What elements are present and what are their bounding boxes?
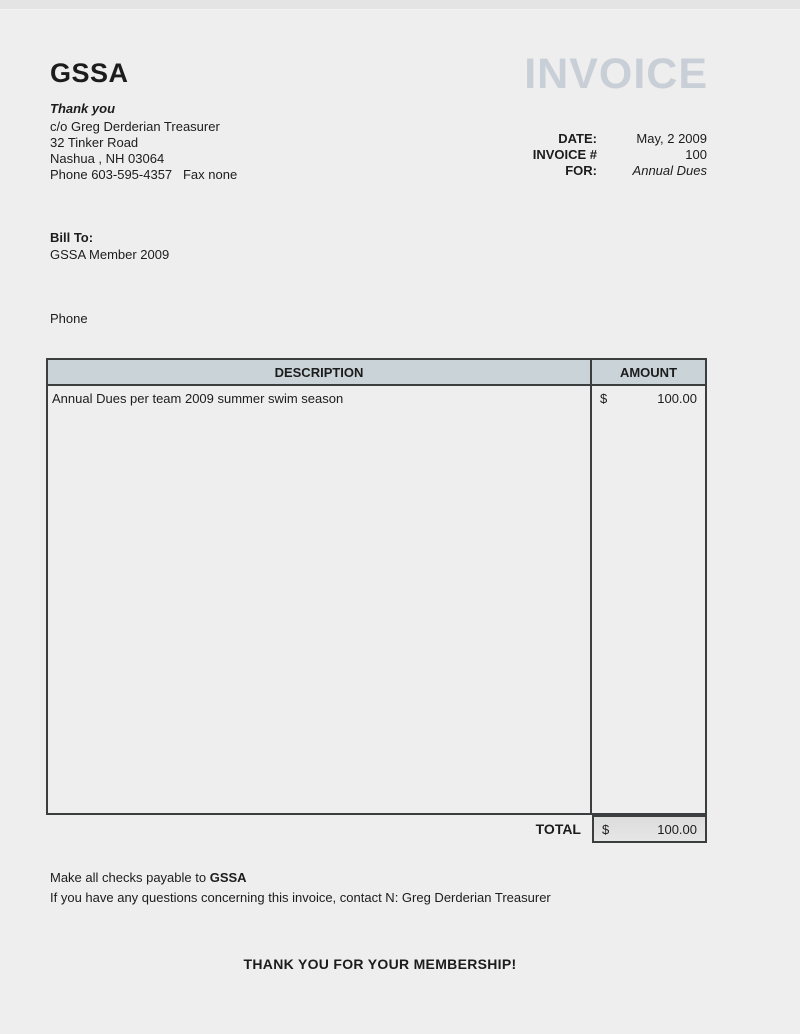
total-amount-cell [592, 815, 707, 843]
checks-payable-line [50, 870, 247, 885]
line-item-description: Annual Dues per team 2009 summer swim season [52, 391, 344, 406]
meta-row-date [400, 131, 707, 147]
table-header-row [48, 360, 705, 386]
checks-payee: GSSA [209, 870, 247, 885]
date-label: DATE: [558, 131, 597, 146]
meta-row-for [400, 163, 707, 179]
invoice-number-label: INVOICE # [532, 147, 597, 162]
line-item-amount: 100.00 [657, 391, 697, 406]
table-row [48, 386, 705, 813]
address-line-street: 32 Tinker Road [50, 135, 139, 150]
bill-to-phone-label: Phone [50, 311, 88, 326]
for-value: Annual Dues [632, 163, 707, 178]
company-name: GSSA [50, 58, 129, 88]
invoice-meta-block [400, 131, 707, 179]
for-label: FOR: [565, 163, 597, 178]
bill-to-label: Bill To: [50, 230, 94, 245]
invoice-title: INVOICE [524, 50, 708, 98]
address-line-city: Nashua , NH 03064 [50, 151, 165, 166]
total-row [46, 815, 707, 843]
invoice-number-value: 100 [685, 147, 707, 162]
address-line-contact: c/o Greg Derderian Treasurer [50, 119, 220, 134]
currency-symbol: $ [600, 391, 608, 406]
description-column-header: DESCRIPTION [274, 364, 364, 380]
scan-top-strip [0, 0, 800, 10]
checks-payable-text: Make all checks payable to [50, 870, 210, 885]
total-currency-symbol: $ [602, 821, 610, 837]
total-amount: 100.00 [657, 821, 697, 837]
total-label: TOTAL [535, 821, 581, 837]
address-line-phone-fax: Phone 603-595-4357 Fax none [50, 167, 238, 182]
line-items-table [46, 358, 707, 815]
thank-you-message: THANK YOU FOR YOUR MEMBERSHIP! [243, 956, 517, 972]
company-tagline: Thank you [50, 101, 116, 116]
questions-contact-line: If you have any questions concerning this invoice, contact N: Greg Derderian Treasurer [50, 890, 551, 905]
bill-to-name: GSSA Member 2009 [50, 247, 170, 262]
meta-row-invoice-number [400, 147, 707, 163]
company-address-block [50, 119, 237, 183]
amount-column-header: AMOUNT [590, 360, 705, 384]
line-item-amount-cell [590, 386, 705, 813]
date-value: May, 2 2009 [636, 131, 707, 146]
